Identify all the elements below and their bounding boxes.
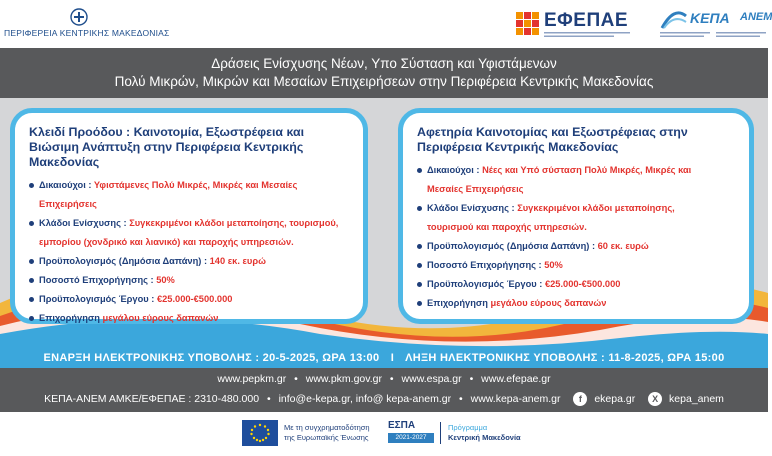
submission-start: ΕΝΑΡΞΗ ΗΛΕΚΤΡΟΝΙΚΗΣ ΥΠΟΒΟΛΗΣ : 20-5-2025, ΩΡΑ 13:00 [43,352,380,364]
efepae-tagline-lines [544,32,630,38]
submission-dates-band [0,348,768,368]
facebook-icon: f [573,392,587,406]
footer-divider [440,422,441,444]
link-efepae[interactable]: www.efepae.gr [481,373,551,386]
bullet-icon [29,259,34,264]
title-band [0,48,768,98]
kepa-swirl-icon [660,10,688,30]
submission-end: ΛΗΞΗ ΗΛΕΚΤΡΟΝΙΚΗΣ ΥΠΟΒΟΛΗΣ : 11-8-2025, ΩΡΑ 15:00 [405,352,725,364]
bullet-icon [417,168,422,173]
left-project-label: Προϋπολογισμός Έργου : [39,294,157,304]
bullet-separator: • [294,373,298,386]
bullet-icon [29,221,34,226]
bullet-icon [29,297,34,302]
bullet-icon [417,282,422,287]
kepa-name: ΚΕΠΑ [690,10,730,26]
main-area [0,98,768,348]
program-line-2: Κεντρική Μακεδονία [448,433,521,442]
bullet-icon [417,263,422,268]
eu-flag-icon [242,420,278,446]
eu-line-1: Με τη συγχρηματοδότηση [284,423,370,432]
left-grant [29,309,349,328]
left-program-card [10,108,368,324]
right-sectors-value-cont: τουρισμού και παροχής υπηρεσιών. [427,222,587,232]
facebook-handle[interactable]: ekepa.gr [594,393,636,405]
bullet-icon [417,244,422,249]
right-sectors-value: Συγκεκριμένοι κλάδοι μεταποίησης, [517,203,675,213]
link-pepkm[interactable]: www.pepkm.gr [217,373,287,386]
left-project-budget [29,290,349,309]
right-beneficiaries-value-cont: Μεσαίες Επιχειρήσεις [427,184,524,194]
link-espa[interactable]: www.espa.gr [401,373,462,386]
bullet-separator: • [266,393,271,405]
right-project-value: €25.000-€500.000 [544,279,621,289]
eu-line-2: της Ευρωπαϊκής Ένωσης [284,433,369,442]
right-grant-label: Επιχορήγηση [427,298,491,308]
bullet-icon [29,183,34,188]
right-beneficiaries [417,161,735,180]
greek-emblem-icon [70,8,88,26]
right-card-list [417,161,735,313]
left-card-list [29,176,349,328]
left-sectors-cont [29,233,349,252]
bullet-icon [29,316,34,321]
right-grant-value: μεγάλου εύρους δαπανών [490,298,607,308]
right-budget [417,237,735,256]
espa-logo [388,420,436,446]
bullet-icon [29,278,34,283]
bullet-separator: • [459,393,463,405]
right-sectors-label: Κλάδοι Ενίσχυσης : [427,203,518,213]
contact-details-row [0,392,768,406]
left-rate-label: Ποσοστό Επιχορήγησης : [39,275,157,285]
right-sectors [417,199,735,218]
left-rate [29,271,349,290]
right-budget-value: 60 εκ. ευρώ [597,241,649,251]
right-sectors-cont [417,218,735,237]
program-line-1: Πρόγραμμα [448,423,488,432]
efepae-name: ΕΦΕΠΑΕ [544,10,629,31]
left-project-value: €25.000-€500.000 [156,294,233,304]
bullet-separator: • [469,373,474,386]
left-rate-value: 50% [156,275,175,285]
right-card-heading: Αφετηρία Καινοτομίας και Εξωστρέφειας στην Περιφέρεια Κεντρικής Μακεδονίας [417,125,688,154]
link-pkm[interactable]: www.pkm.gov.gr [305,373,382,386]
phone-line: ΚΕΠΑ-ΑΝΕΜ ΑΜΚΕ/ΕΦΕΠΑΕ : 2310-480.000 [44,393,260,405]
program-text [448,423,521,443]
efepae-logo [516,10,629,42]
right-beneficiaries-label: Δικαιούχοι : [427,165,483,175]
region-logo [4,8,170,42]
left-grant-label: Επιχορήγηση [39,313,103,323]
right-project-label: Προϋπολογισμός Έργου : [427,279,545,289]
bullet-icon [417,206,422,211]
right-rate-label: Ποσοστό Επιχορήγησης : [427,260,545,270]
efepae-mark-icon [516,12,540,36]
right-budget-label: Προϋπολογισμός (Δημόσια Δαπάνη) : [427,241,598,251]
right-beneficiaries-value: Νέες και Υπό σύσταση Πολύ Μικρές, Μικρές και [482,165,692,175]
bullet-icon [417,301,422,306]
x-handle[interactable]: kepa_anem [669,393,724,405]
right-grant [417,294,735,313]
websites-row [0,373,768,385]
left-budget-label: Προϋπολογισμός (Δημόσια Δαπάνη) : [39,256,210,266]
right-beneficiaries-cont [417,180,735,199]
left-grant-value: μεγάλου εύρους δαπανών [102,313,219,323]
kepa-anem-logo [660,10,772,44]
bullet-separator: • [389,373,394,386]
left-sectors-value: Συγκεκριμένοι κλάδοι μεταποίησης, τουρισμού, [129,218,339,228]
anem-name: ΑΝΕΜ [740,11,772,23]
left-sectors-label: Κλάδοι Ενίσχυσης : [39,218,130,228]
right-program-card [398,108,754,324]
left-beneficiaries [29,176,349,214]
footer [0,412,768,456]
dates-separator: I [390,352,395,364]
eu-cofunding-text [284,423,370,443]
left-beneficiaries-value: Υφιστάμενες Πολύ Μικρές, Μικρές και Μεσαίες Επιχειρήσεις [39,180,298,209]
title-line-2: Πολύ Μικρών, Μικρών και Μεσαίων Επιχειρήσεων στην Περιφέρεια Κεντρικής Μακεδονίας [114,74,654,89]
region-name: ΠΕΡΙΦΕΡΕΙΑ ΚΕΝΤΡΙΚΗΣ ΜΑΚΕΔΟΝΙΑΣ [4,28,170,38]
left-card-heading: Κλειδί Προόδου : Καινοτομία, Εξωστρέφεια και Βιώσιμη Ανάπτυξη στην Περιφέρεια Κεντρικής Μακεδονίας [29,125,305,169]
espa-years: 2021-2027 [388,433,434,443]
left-sectors [29,214,349,233]
kepa-tagline-lines [660,32,766,38]
top-header [0,0,772,48]
email-links[interactable]: info@e-kepa.gr, info@ kepa-anem.gr [278,393,452,405]
espa-title: ΕΣΠΑ [388,420,416,431]
right-rate [417,256,735,275]
left-budget [29,252,349,271]
right-project-budget [417,275,735,294]
link-kepa-anem[interactable]: www.kepa-anem.gr [470,393,561,405]
right-rate-value: 50% [544,260,563,270]
title-line-1: Δράσεις Ενίσχυσης Νέων, Υπο Σύσταση και Υφιστάμενων [211,56,557,71]
left-budget-value: 140 εκ. ευρώ [209,256,266,266]
contacts-band [0,368,768,412]
left-beneficiaries-label: Δικαιούχοι : [39,180,94,190]
left-sectors-value-cont: εμπορίου (χονδρικό και λιανικό) και παροχής υπηρεσιών. [39,237,294,247]
x-icon: X [648,392,662,406]
